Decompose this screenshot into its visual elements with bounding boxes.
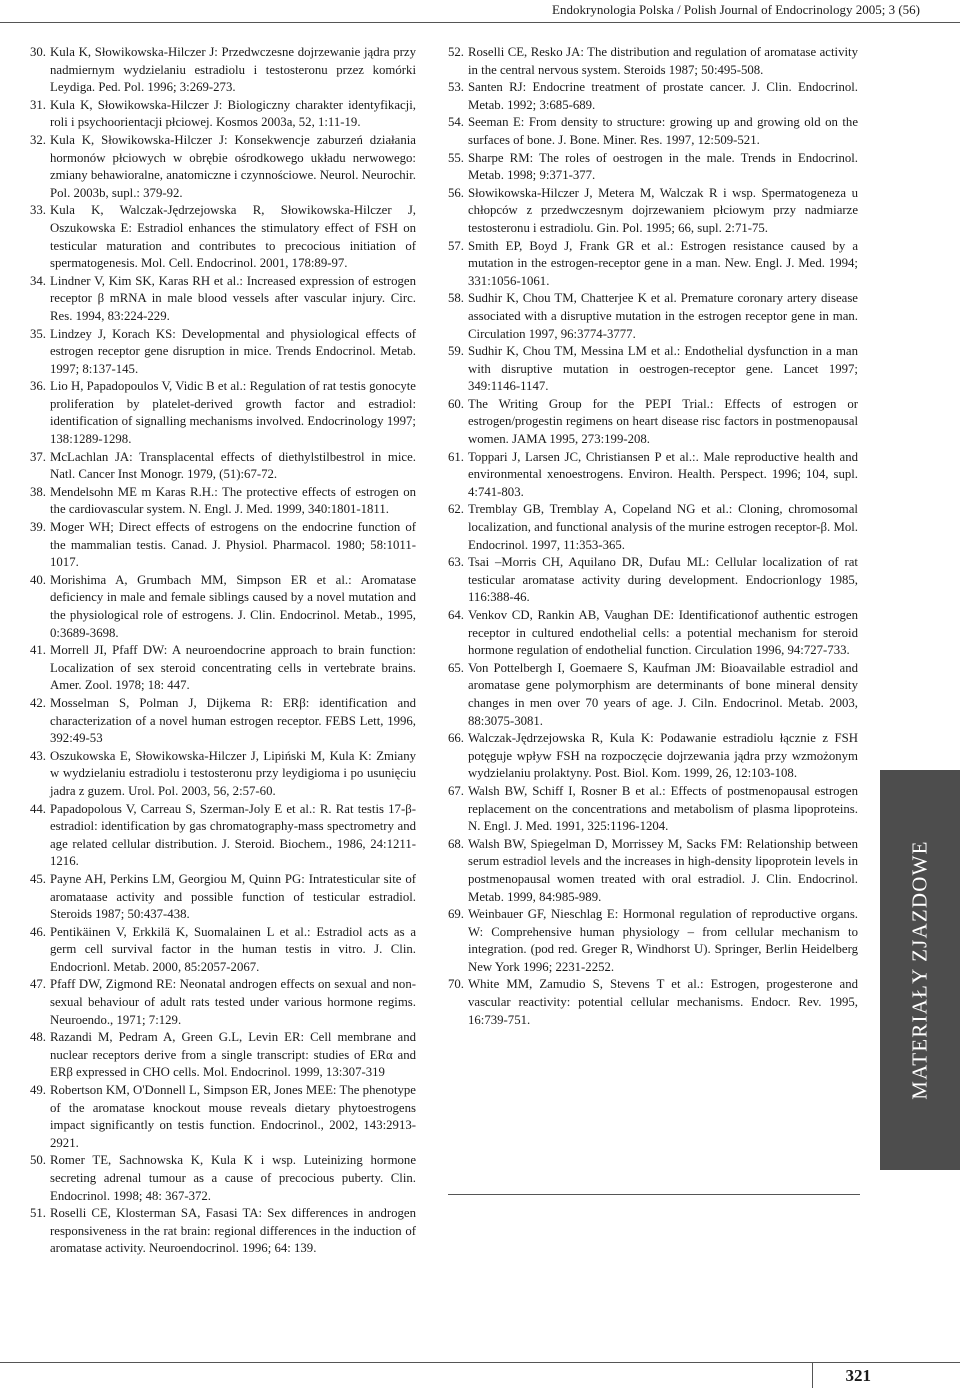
- reference-item: [30, 132, 416, 202]
- reference-item: [448, 501, 858, 554]
- reference-text: Walsh BW, Schiff I, Rosner B et al.: Effects of postmenopausal estrogen replacement on the concentrations and metabolism of plasma lipoproteins. N. Engl. J. Med. 1991, 325:1196-1204.: [468, 783, 858, 834]
- page-number: 321: [845, 1366, 871, 1385]
- reference-text: Roselli CE, Klosterman SA, Fasasi TA: Sex differences in androgen responsiveness in the rat brain: regional differences in the induction of aromatase activity. Neuroendocrinol. 1996; 64: 139.: [50, 1206, 416, 1256]
- reference-text: McLachlan JA: Transplacental effects of diethylstilbestrol in mice. Natl. Cancer Inst Monogr. 1979, (51):67-72.: [50, 449, 416, 482]
- reference-number: 61.: [448, 449, 464, 464]
- reference-text: White MM, Zamudio S, Stevens T et al.: Estrogen, progesterone and vascular reactivity: potential cellular mechanisms. Endocr. Rev. 1995, 16:739-751.: [468, 977, 858, 1027]
- reference-text: Sharpe RM: The roles of oestrogen in the male. Trends in Endocrinol. Metab. 1998; 9:371-377.: [468, 150, 858, 183]
- section-side-tab: [880, 770, 960, 1170]
- reference-item: [448, 114, 858, 149]
- reference-number: 47.: [30, 977, 46, 992]
- reference-item: [30, 695, 416, 748]
- reference-number: 44.: [30, 801, 46, 816]
- reference-number: 56.: [448, 185, 464, 200]
- reference-item: [448, 554, 858, 607]
- reference-number: 48.: [30, 1030, 46, 1045]
- reference-text: Roselli CE, Resko JA: The distribution and regulation of aromatase activity in the central nervous system. Steroids 1987; 50:495-508.: [468, 45, 858, 77]
- reference-number: 40.: [30, 572, 46, 587]
- column-end-rule: [448, 1194, 860, 1195]
- reference-item: [30, 801, 416, 871]
- journal-title: Endokrynologia Polska / Polish Journal of Endocrinology 2005; 3 (56): [552, 2, 920, 17]
- reference-number: 36.: [30, 379, 46, 394]
- reference-text: Pentikäinen V, Erkkilä K, Suomalainen L et al.: Estradiol acts as a germ cell survival factor in the human testis in vitro. J. Clin. Endocrionl. Metab. 2000, 85:2057-2067.: [50, 924, 416, 974]
- reference-text: Morrell JI, Pfaff DW: A neuroendocrine approach to brain function: Localization of sex steroid concentrating cells in vertebrate brains. Amer. Zool. 1978; 18: 447.: [50, 643, 416, 693]
- reference-item: [448, 906, 858, 976]
- reference-number: 45.: [30, 871, 46, 886]
- reference-item: [448, 290, 858, 343]
- reference-item: [448, 150, 858, 185]
- reference-number: 30.: [30, 45, 46, 59]
- reference-item: [448, 343, 858, 396]
- reference-text: Oszukowska E, Słowikowska-Hilczer J, Lipiński M, Kula K: Zmiany w wydzielaniu estradiolu i testosteronu przy leydigioma i po usunięciu jadra z guzem. Urol. Pol. 2003, 56, 2:57-60.: [50, 748, 416, 798]
- reference-item: [30, 484, 416, 519]
- reference-text: Kula K, Słowikowska-Hilczer J: Przedwczesne dojrzewanie jądra przy nadmiernym wydzielaniu estradiolu i testosteronu przez komórki Leydiga. Ped. Pol. 1996; 3:269-273.: [50, 45, 416, 95]
- reference-number: 69.: [448, 907, 464, 922]
- reference-number: 50.: [30, 1153, 46, 1168]
- reference-text: Mosselman S, Polman J, Dijkema R: ERβ: identification and characterization of a novel human estrogen receptor. FEBS Lett, 1996, 392:49-53: [50, 695, 416, 746]
- reference-item: [448, 730, 858, 783]
- reference-number: 52.: [448, 45, 464, 59]
- reference-number: 54.: [448, 115, 464, 130]
- reference-text: Weinbauer GF, Nieschlag E: Hormonal regulation of reproductive organs. W: Comprehensive human physiology – from cellular mechanism to integration. (pod red. Greger R, Windhorst U). Springer, Berlin Heidelberg New York 1996; 2231-2252.: [468, 907, 858, 974]
- reference-number: 43.: [30, 748, 46, 763]
- reference-item: [30, 642, 416, 695]
- reference-item: [30, 924, 416, 977]
- reference-text: Sudhir K, Chou TM, Chatterjee K et al. Premature coronary artery disease associated with a disruptive mutation in the estrogen receptor gene in man. Circulation 1997, 96:3774-3777.: [468, 291, 858, 341]
- reference-text: Lindzey J, Korach KS: Developmental and physiological effects of estrogen receptor gene disruption in mice. Trends Endocrinol. Metab. 1997; 8:137-145.: [50, 326, 416, 376]
- reference-item: [448, 607, 858, 660]
- reference-text: Smith EP, Boyd J, Frank GR et al.: Estrogen resistance caused by a mutation in the estrogen-receptor gene in a man. New. Engl. J. Med. 1994; 331:1056-1061.: [468, 238, 858, 288]
- reference-item: [30, 449, 416, 484]
- reference-number: 37.: [30, 449, 46, 464]
- reference-number: 49.: [30, 1083, 46, 1098]
- reference-number: 33.: [30, 203, 46, 218]
- reference-text: Kula K, Słowikowska-Hilczer J: Konsekwencje zaburzeń działania hormonów płciowych w obrębie ośrodkowego układu nerwowego: zmiany behawioralne, anatomiczne i czynnościowe. Neurol. Neurochir. Pol. 2003b, supl.: 379-92.: [50, 132, 416, 200]
- reference-item: [30, 1029, 416, 1082]
- reference-text: Venkov CD, Rankin AB, Vaughan DE: Identificationof authentic estrogen receptor in cultured endothelial cells: a potential mechanism for steroid hormone regulation of endothelial function. Circulation 1996, 94:727-733.: [468, 608, 858, 658]
- reference-number: 57.: [448, 238, 464, 253]
- reference-item: [30, 871, 416, 924]
- reference-number: 64.: [448, 608, 464, 622]
- reference-item: [448, 79, 858, 114]
- reference-item: [30, 202, 416, 272]
- reference-text: Lindner V, Kim SK, Karas RH et al.: Increased expression of estrogen receptor β mRNA in male blood vessels after vascular injury. Circ. Res. 1994, 83:224-229.: [50, 273, 416, 323]
- reference-text: Romer TE, Sachnowska K, Kula K i wsp. Luteinizing hormone secreting adrenal tumour as a cause of precocious puberty. Clin. Endocrinol. 1998; 48: 367-372.: [50, 1153, 416, 1203]
- reference-item: [448, 836, 858, 906]
- reference-text: Tsai –Morris CH, Aquilano DR, Dufau ML: Cellular localization of rat testicular aromatase activity during development. Endocrionlogy 1985, 116:388-46.: [468, 555, 858, 605]
- reference-number: 51.: [30, 1206, 46, 1221]
- reference-item: [30, 1205, 416, 1258]
- reference-text: Seeman E: From density to structure: growing up and growing old on the surfaces of bone. J. Bone. Miner. Res. 1997, 12:509-521.: [468, 115, 858, 147]
- reference-text: Papadopolous V, Carreau S, Szerman-Joly E et al.: R. Rat testis 17-β-estradiol: identification by gas chromatography-mass spectrometry and age related cellular distribution. J. Steroid. Biochem., 1986, 24:1211-1216.: [50, 801, 416, 869]
- reference-text: Kula K, Walczak-Jędrzejowska R, Słowikowska-Hilczer J, Oszukowska E: Estradiol enhances the stimulatory effect of FSH on testicular maturation and contributes to precocious initiation of spermatogenesis. Mol. Cell. Endocrinol. 2001, 178:89-97.: [50, 203, 416, 271]
- reference-number: 58.: [448, 291, 464, 306]
- reference-text: Payne AH, Perkins LM, Georgiou M, Quinn PG: Intratesticular site of aromataase activity and possible function of testicular estradiol. Steroids 1987; 50:437-438.: [50, 871, 416, 922]
- reference-number: 65.: [448, 660, 464, 675]
- reference-text: Pfaff DW, Zigmond RE: Neonatal androgen effects on sexual and non-sexual behaviour of adult rats tested under various hormone regims. Neuroendo., 1971; 7:129.: [50, 977, 416, 1027]
- reference-text: Kula K, Słowikowska-Hilczer J: Biologiczny charakter identyfikacji, roli i psychoorientacji płciowej. Kosmos 2003a, 52, 1:11-19.: [50, 97, 416, 130]
- reference-item: [448, 185, 858, 238]
- reference-number: 60.: [448, 396, 464, 411]
- reference-text: Walsh BW, Spiegelman D, Morrissey M, Sacks FM: Relationship between serum estradiol levels and the increases in high-density lipoprotein levels in postmenopausal women treated with oral estradiol. J. Clin. Endocrinol. Metab. 1999, 84:985-989.: [468, 836, 858, 904]
- reference-column-right: [448, 44, 858, 1029]
- reference-number: 53.: [448, 80, 464, 95]
- reference-number: 66.: [448, 731, 464, 746]
- reference-text: Morishima A, Grumbach MM, Simpson ER et al.: Aromatase deficiency in male and female siblings caused by a novel mutation and the physiological role of estrogens. J. Clin. Endocrinol. Metab., 1995, 0:3689-3698.: [50, 572, 416, 640]
- reference-item: [448, 44, 858, 79]
- reference-item: [448, 396, 858, 449]
- reference-text: Von Pottelbergh I, Goemaere S, Kaufman JM: Bioavailable estradiol and aromatase gene polymorphism are determinants of bone mineral density changes in men over 70 years of age. J. Ciln. Endocrinol. Metab. 2003, 88:3075-3081.: [468, 660, 858, 728]
- header-rule: [0, 22, 960, 23]
- reference-item: [30, 97, 416, 132]
- reference-number: 41.: [30, 643, 46, 658]
- reference-number: 67.: [448, 783, 464, 798]
- reference-item: [448, 238, 858, 291]
- reference-number: 31.: [30, 97, 46, 112]
- reference-text: Tremblay GB, Tremblay A, Copeland NG et al.: Cloning, chromosomal localization, and functional analysis of the murine estrogen receptor-β. Mol. Endocrinol. 1997, 11:353-365.: [468, 502, 858, 552]
- reference-text: Razandi M, Pedram A, Green G.L, Levin ER: Cell membrane and nuclear receptors derive from a single transcript: studies of ERα and ERβ expressed in CHO cells. Mol. Endocrinol. 1999, 13:307-319: [50, 1030, 416, 1080]
- reference-number: 63.: [448, 555, 464, 570]
- reference-item: [448, 449, 858, 502]
- reference-text: The Writing Group for the PEPI Trial.: Effects of estrogen or estrogen/progestin regimens on heart disease risc factors in postmenopausal women. JAMA 1995, 273:199-208.: [468, 396, 858, 447]
- reference-item: [448, 976, 858, 1029]
- reference-text: Lio H, Papadopoulos V, Vidic B et al.: Regulation of rat testis gonocyte proliferation by platelet-derived growth factor and estradiol: identification of signalling mechanisms involved. Endocrinology 1997; 138:1289-1298.: [50, 379, 416, 447]
- reference-number: 42.: [30, 695, 46, 710]
- reference-text: Moger WH; Direct effects of estrogens on the endocrine function of the mammalian testis. Canad. J. Physiol. Pharmacol. 1980; 58:1011-1017.: [50, 520, 416, 570]
- reference-text: Słowikowska-Hilczer J, Metera M, Walczak R i wsp. Spermatogeneza u chłopców z przedwczesnym dojrzewaniem płciowym przy nadmiarze testosteronu i estradiolu. Gin. Pol. 1995; 66, supl. 2:71-75.: [468, 185, 858, 235]
- reference-item: [30, 378, 416, 448]
- reference-item: [30, 273, 416, 326]
- reference-number: 32.: [30, 132, 46, 147]
- reference-number: 62.: [448, 502, 464, 517]
- reference-item: [448, 783, 858, 836]
- reference-text: Walczak-Jędrzejowska R, Kula K: Podawanie estradiolu łącznie z FSH potęguje wpływ FSH na rozpoczęcie dojrzewania jądra przy wzmożonym wydzielaniu prolaktyny. Post. Biol. Kom. 1999, 26, 12:103-108.: [468, 731, 858, 781]
- page-number-box: [812, 1362, 879, 1388]
- reference-number: 35.: [30, 326, 46, 341]
- section-label: MATERIAŁY ZJAZDOWE: [907, 840, 932, 1100]
- reference-item: [448, 660, 858, 730]
- reference-column-left: [30, 44, 416, 1258]
- reference-text: Mendelsohn ME m Karas R.H.: The protective effects of estrogen on the cardiovascular system. N. Engl. J. Med. 1999, 340:1801-1811.: [50, 484, 416, 517]
- reference-item: [30, 44, 416, 97]
- reference-number: 70.: [448, 977, 464, 992]
- reference-number: 39.: [30, 520, 46, 535]
- reference-item: [30, 519, 416, 572]
- running-header: [0, 0, 960, 24]
- reference-text: Robertson KM, O'Donnell L, Simpson ER, Jones MEE: The phenotype of the aromatase knockout mouse reveals dietary phytoestrogens impact significantly on testis function. Endocrinol., 2002, 143:2913-2921.: [50, 1083, 416, 1150]
- reference-text: Santen RJ: Endocrine treatment of prostate cancer. J. Clin. Endocrinol. Metab. 1992; 3:685-689.: [468, 80, 858, 112]
- reference-number: 38.: [30, 484, 46, 499]
- reference-item: [30, 1082, 416, 1152]
- reference-number: 68.: [448, 836, 464, 851]
- reference-item: [30, 1152, 416, 1205]
- reference-number: 55.: [448, 150, 464, 165]
- reference-item: [30, 976, 416, 1029]
- reference-item: [30, 572, 416, 642]
- reference-number: 59.: [448, 344, 464, 359]
- reference-item: [30, 748, 416, 801]
- reference-number: 46.: [30, 924, 46, 939]
- reference-text: Toppari J, Larsen JC, Christiansen P et al.:. Male reproductive health and environmental xenoestrogens. Environ. Health. Perspect. 1996; 104, supl. 4:741-803.: [468, 449, 858, 499]
- reference-number: 34.: [30, 273, 46, 288]
- reference-text: Sudhir K, Chou TM, Messina LM et al.: Endothelial dysfunction in a man with disruptive mutation in oestrogen-receptor gene. Lancet 1997; 349:1146-1147.: [468, 344, 858, 394]
- reference-item: [30, 326, 416, 379]
